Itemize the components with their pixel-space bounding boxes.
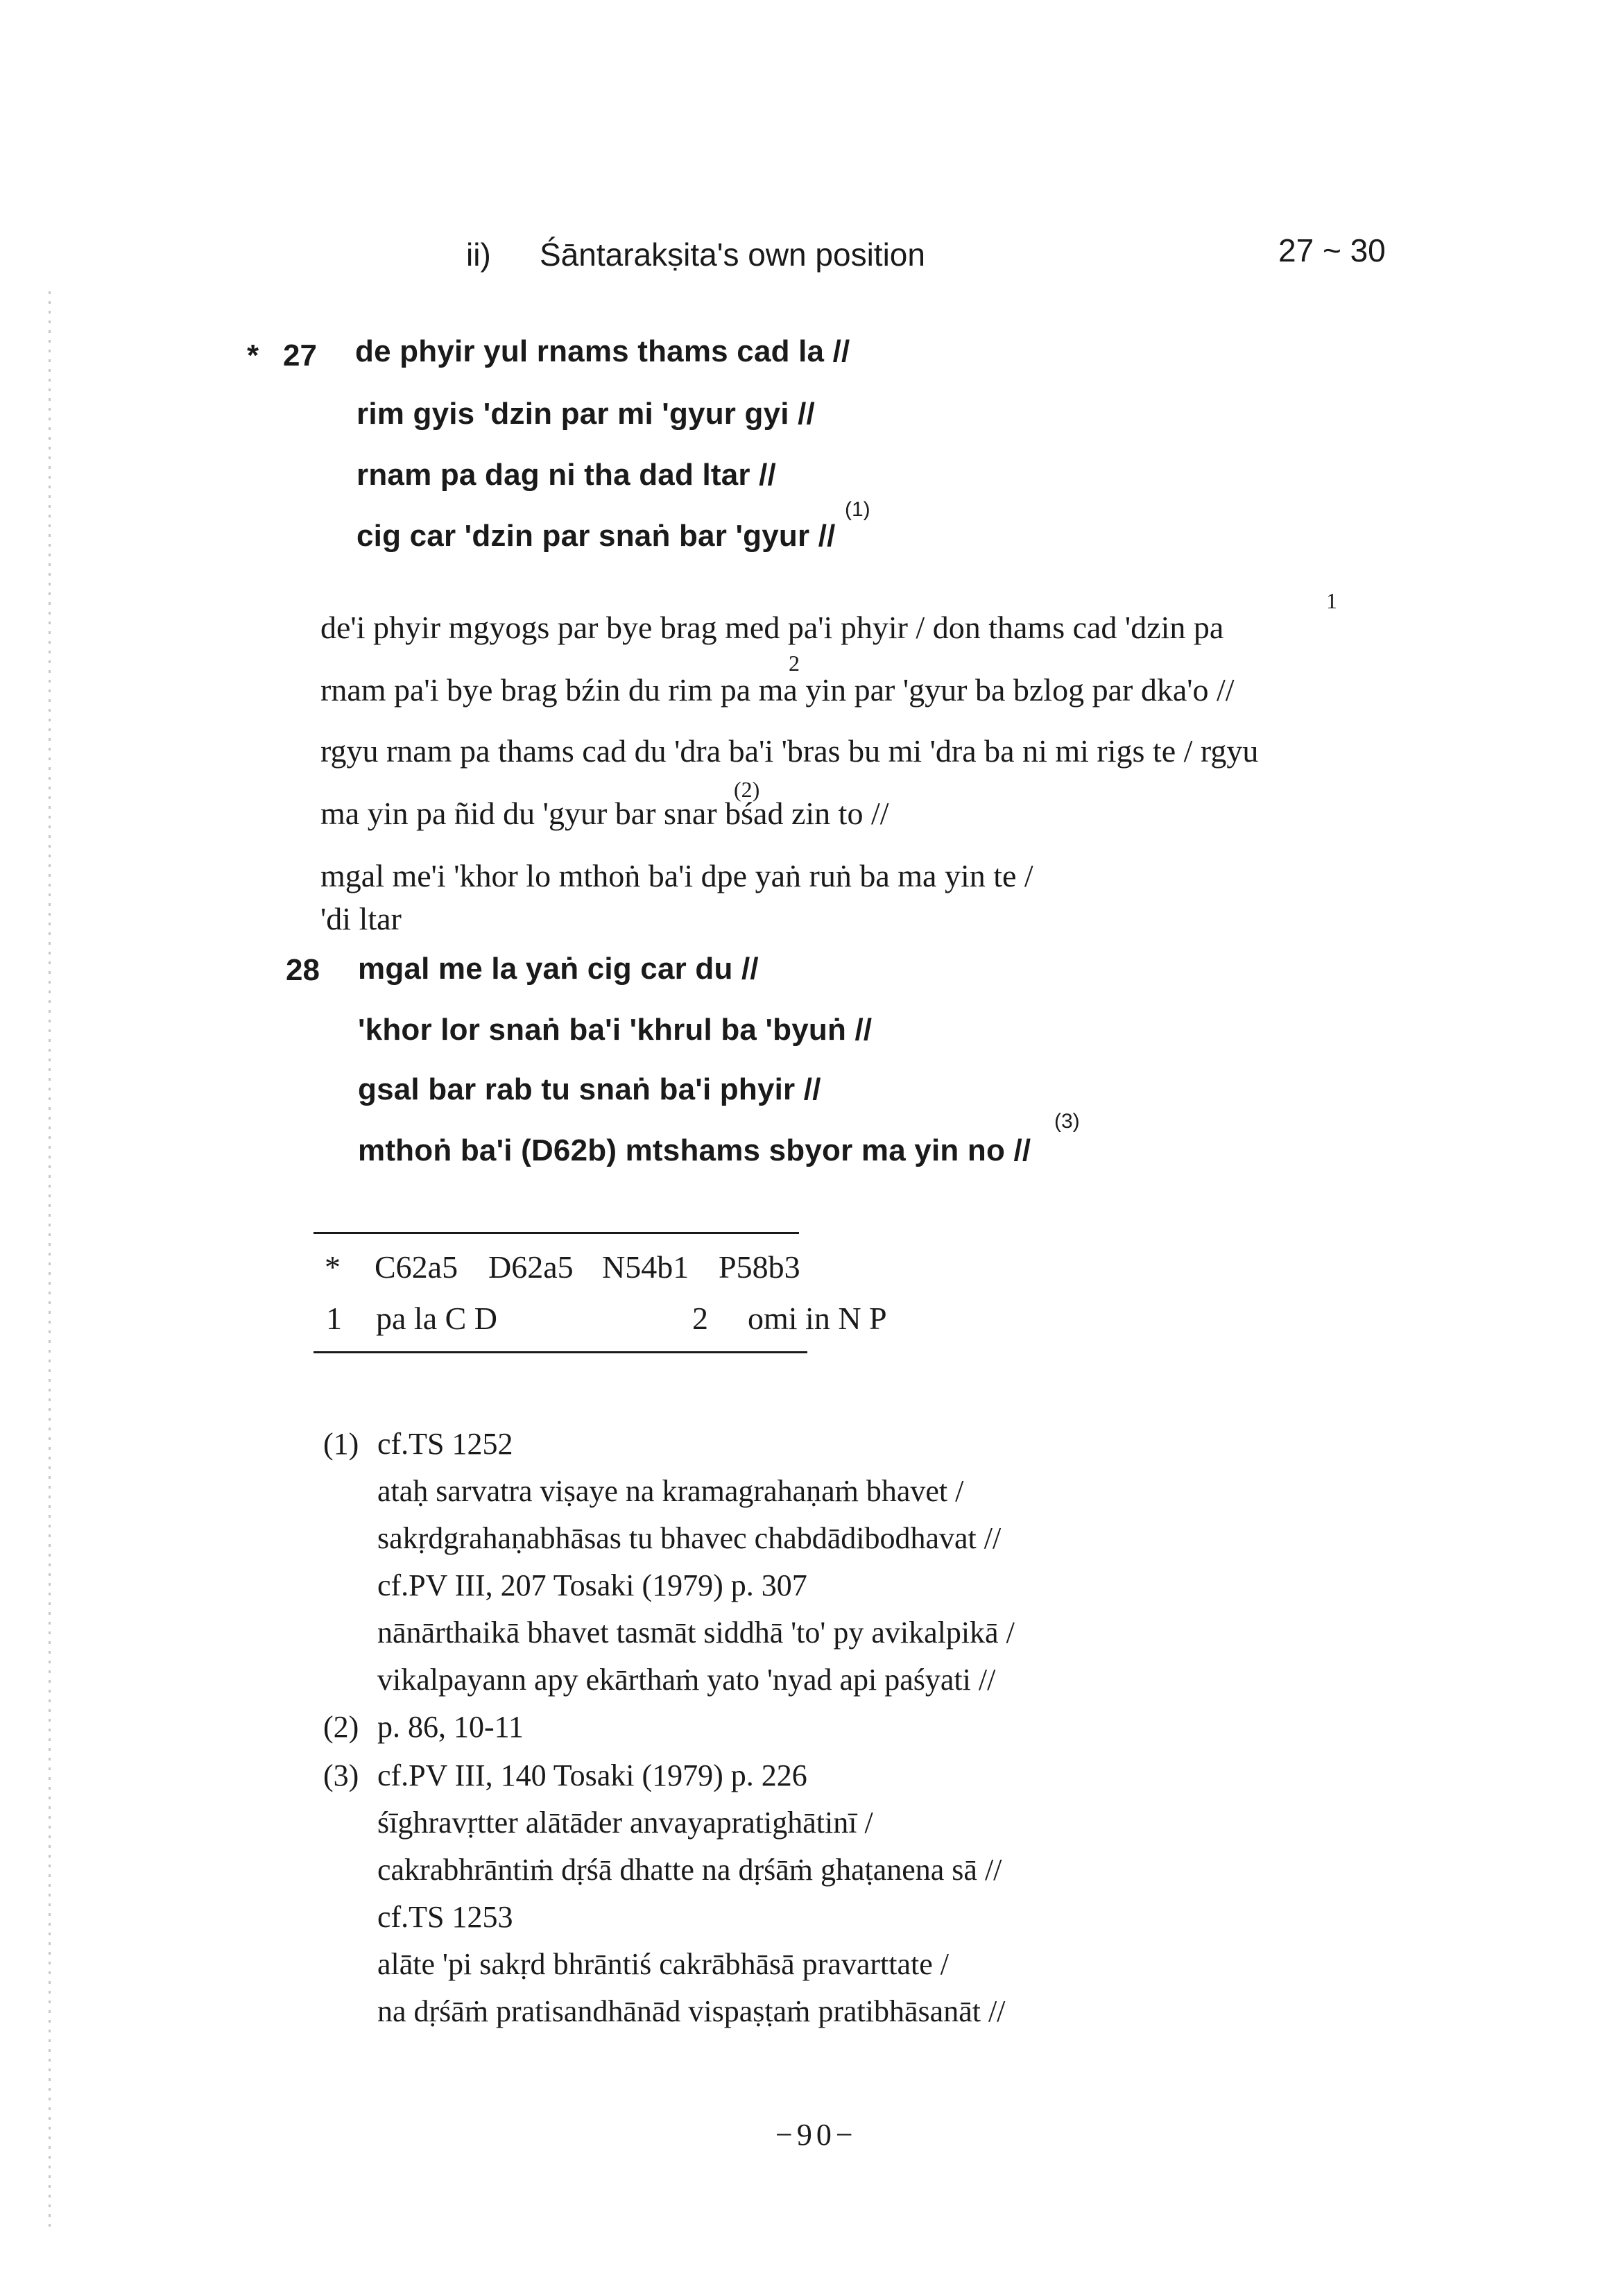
verse-27-line-4: cig car 'dzin par snaṅ bar 'gyur //: [357, 519, 836, 553]
note-2-label: (2): [323, 1710, 359, 1744]
variant-marker-2: 2: [789, 651, 800, 676]
verse-27-line-2: rim gyis 'dzin par mi 'gyur gyi //: [357, 397, 815, 431]
note-1-label: (1): [323, 1427, 359, 1461]
variant-2-reading: omi in N P: [748, 1301, 887, 1336]
source-marker-star: *: [247, 339, 259, 372]
note-1-line-5: nānārthaikā bhavet tasmāt siddhā 'to' py avikalpikā /: [377, 1616, 1015, 1650]
scan-edge-noise: [49, 291, 51, 2234]
note-ref-1: (1): [845, 498, 870, 521]
verse-range: 27 ~ 30: [1278, 232, 1386, 268]
commentary-line-5: mgal me'i 'khor lo mthoṅ ba'i dpe yaṅ ruṅ ba ma yin te /: [320, 858, 1033, 893]
verse-28-line-1: mgal me la yaṅ cig car du //: [358, 952, 759, 986]
note-1-line-3: sakṛdgrahaṇabhāsas tu bhavec chabdādibodhavat //: [377, 1521, 1002, 1555]
note-1-line-4: cf.PV III, 207 Tosaki (1979) p. 307: [377, 1568, 807, 1602]
note-3-line-1: cf.PV III, 140 Tosaki (1979) p. 226: [377, 1758, 807, 1792]
apparatus-star: *: [325, 1249, 341, 1285]
note-3-line-6: na dṛśāṁ pratisandhānād vispaṣṭaṁ pratibhāsanāt //: [377, 1994, 1006, 2028]
apparatus-bottom-rule: [314, 1351, 807, 1353]
commentary-line-4: ma yin pa ñid du 'gyur bar snar bśad zin to //: [320, 796, 889, 831]
variant-1-reading: pa la C D: [376, 1301, 498, 1336]
note-1-line-1: cf.TS 1252: [377, 1427, 513, 1461]
section-label: ii): [466, 237, 491, 273]
page-number: −90−: [775, 2118, 857, 2152]
verse-number-27: 27: [283, 339, 317, 372]
verse-27-line-1: de phyir yul rnams thams cad la //: [355, 334, 850, 368]
verse-28-line-2: 'khor lor snaṅ ba'i 'khrul ba 'byuṅ //: [358, 1013, 873, 1047]
commentary-line-1: de'i phyir mgyogs par bye brag med pa'i phyir / don thams cad 'dzin pa: [320, 610, 1224, 645]
verse-27-line-3: rnam pa dag ni tha dad ltar //: [357, 458, 776, 492]
note-1-line-6: vikalpayann apy ekārthaṁ yato 'nyad api paśyati //: [377, 1663, 996, 1697]
variant-1-number: 1: [326, 1301, 342, 1336]
verse-number-28: 28: [286, 953, 320, 987]
apparatus-witness-d: D62a5: [488, 1249, 574, 1285]
apparatus-witness-n: N54b1: [602, 1249, 689, 1285]
commentary-line-6: 'di ltar: [320, 901, 402, 936]
commentary-line-2: rnam pa'i bye brag bźin du rim pa ma yin par 'gyur ba bzlog par dka'o //: [320, 672, 1235, 708]
verse-28-line-4: mthoṅ ba'i (D62b) mtshams sbyor ma yin no //: [358, 1133, 1031, 1167]
note-ref-2: (2): [734, 777, 760, 802]
note-1-line-2: ataḥ sarvatra viṣaye na kramagrahaṇaṁ bhavet /: [377, 1474, 964, 1508]
note-3-line-3: cakrabhrāntiṁ dṛśā dhatte na dṛśāṁ ghaṭanena sā //: [377, 1853, 1002, 1887]
note-ref-3: (3): [1054, 1110, 1080, 1133]
note-3-line-2: śīghravṛtter alātāder anvayapratighātinī /: [377, 1806, 873, 1840]
apparatus-witness-p: P58b3: [719, 1249, 800, 1285]
note-2-line-1: p. 86, 10-11: [377, 1710, 524, 1744]
commentary-line-3: rgyu rnam pa thams cad du 'dra ba'i 'bras bu mi 'dra ba ni mi rigs te / rgyu: [320, 733, 1259, 769]
verse-28-line-3: gsal bar rab tu snaṅ ba'i phyir //: [358, 1072, 821, 1106]
section-title: Śāntarakṣita's own position: [540, 237, 925, 273]
variant-2-number: 2: [692, 1301, 708, 1336]
apparatus-top-rule: [314, 1232, 799, 1234]
note-3-label: (3): [323, 1758, 359, 1792]
note-3-line-4: cf.TS 1253: [377, 1900, 513, 1934]
apparatus-witness-c: C62a5: [375, 1249, 458, 1285]
variant-marker-1: 1: [1326, 588, 1337, 613]
note-3-line-5: alāte 'pi sakṛd bhrāntiś cakrābhāsā pravarttate /: [377, 1947, 949, 1981]
